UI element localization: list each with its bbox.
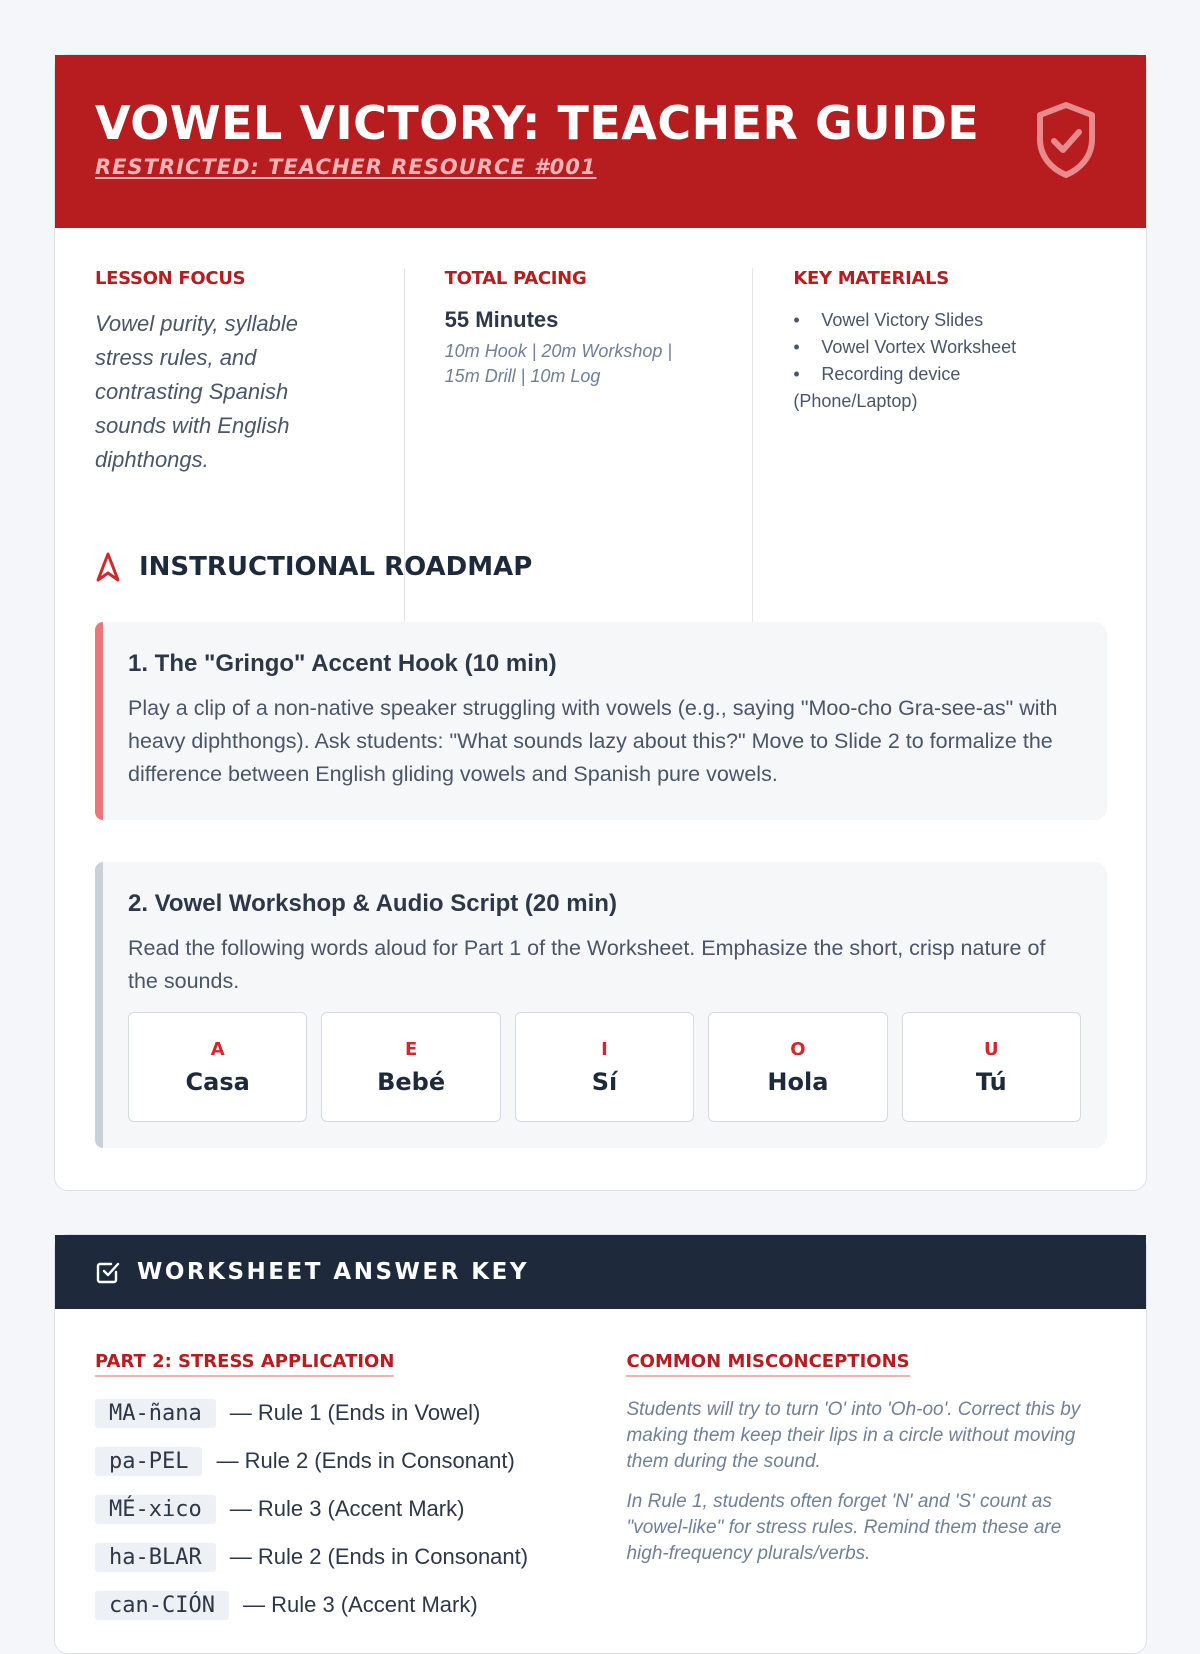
list-item: • Vowel Victory Slides [793, 307, 1106, 334]
vowel-card-a [128, 1012, 307, 1122]
stress-rule: — Rule 2 (Ends in Consonant) [229, 1544, 529, 1569]
stress-application [95, 1351, 626, 1637]
vowel-card-o [708, 1012, 887, 1122]
stress-word: MA-ñana [95, 1399, 216, 1428]
teacher-guide-card [54, 54, 1147, 1191]
list-item [95, 1589, 626, 1621]
guide-header [55, 55, 1146, 228]
roadmap-step-hook [95, 622, 1107, 820]
vowel-word: Sí [591, 1068, 618, 1096]
lesson-meta [55, 228, 1146, 648]
vowel-letter: A [210, 1039, 225, 1060]
misconception-note: Students will try to turn 'O' into 'Oh-oo'. Correct this by making them keep their lips in a circle without moving them during the sound. [626, 1399, 1081, 1472]
navigation-arrow-icon [95, 551, 121, 583]
vowel-card-u [902, 1012, 1081, 1122]
answer-key-header [55, 1235, 1146, 1309]
lesson-focus-heading: LESSON FOCUS [95, 268, 246, 289]
list-item: • Vowel Vortex Worksheet [793, 334, 1106, 361]
checkbox-icon [95, 1259, 121, 1285]
page-title: VOWEL VICTORY: TEACHER GUIDE [95, 96, 980, 150]
step-body: Read the following words aloud for Part 1 of the Worksheet. Emphasize the short, crisp nature of the sounds. [128, 936, 1046, 993]
materials-list [793, 307, 1106, 388]
stress-word: ha-BLAR [95, 1543, 216, 1572]
vowel-word: Tú [975, 1068, 1007, 1096]
stress-rule: — Rule 1 (Ends in Vowel) [229, 1400, 481, 1425]
vowel-letter: U [984, 1039, 999, 1060]
vowel-word: Casa [185, 1068, 250, 1096]
stress-word: pa-PEL [95, 1447, 202, 1476]
vowel-letter: E [404, 1039, 418, 1060]
stress-word: can-CIÓN [95, 1591, 229, 1620]
shield-check-icon [1034, 101, 1098, 179]
key-materials [752, 268, 1106, 648]
vowel-word-grid [128, 1012, 1081, 1122]
stress-rule: — Rule 2 (Ends in Consonant) [216, 1448, 515, 1473]
vowel-card-i [515, 1012, 694, 1122]
stress-rule: — Rule 3 (Accent Mark) [242, 1592, 478, 1617]
step-body: Play a clip of a non-native speaker struggling with vowels (e.g., saying "Moo-cho Gra-see-as" with heavy diphthongs). Ask students: "What sounds lazy about this?" Move to Slide 2 to formalize the difference between English gliding vowels and Spanish pure vowels. [128, 696, 1058, 786]
list-item: • Recording device [793, 361, 1106, 388]
pacing-breakdown: 10m Hook | 20m Workshop | 15m Drill | 10m Log [444, 341, 673, 386]
answer-key-title: WORKSHEET ANSWER KEY [137, 1259, 529, 1285]
vowel-letter: O [790, 1039, 806, 1060]
stress-heading: PART 2: STRESS APPLICATION [95, 1351, 394, 1377]
pacing-total: 55 Minutes [444, 307, 559, 332]
roadmap-step-workshop [95, 862, 1107, 1148]
vowel-card-e [321, 1012, 500, 1122]
answer-key-body [55, 1309, 1146, 1637]
list-item [95, 1541, 626, 1573]
lesson-focus [95, 268, 404, 648]
key-materials-heading: KEY MATERIALS [793, 268, 949, 289]
stress-word: MÉ-xico [95, 1495, 216, 1524]
vowel-word: Hola [767, 1068, 829, 1096]
step-title: 1. The "Gringo" Accent Hook (10 min) [128, 650, 557, 677]
answer-key-card [54, 1234, 1147, 1654]
list-item [95, 1397, 626, 1429]
vowel-word: Bebé [377, 1068, 446, 1096]
misconceptions-heading: COMMON MISCONCEPTIONS [626, 1351, 909, 1377]
common-misconceptions [626, 1351, 1106, 1637]
materials-note: (Phone/Laptop) [793, 391, 918, 411]
roadmap-title: INSTRUCTIONAL ROADMAP [139, 552, 533, 582]
lesson-focus-text: Vowel purity, syllable stress rules, and contrasting Spanish sounds with English diphthongs. [95, 311, 298, 472]
misconception-note: In Rule 1, students often forget 'N' and 'S' count as "vowel-like" for stress rules. Remind them these are high-frequency plurals/verbs. [626, 1491, 1062, 1564]
roadmap-heading [95, 551, 532, 583]
total-pacing-heading: TOTAL PACING [444, 268, 587, 289]
step-title: 2. Vowel Workshop & Audio Script (20 min) [128, 890, 617, 917]
stress-rule: — Rule 3 (Accent Mark) [229, 1496, 465, 1521]
total-pacing [404, 268, 753, 648]
list-item [95, 1445, 626, 1477]
list-item [95, 1493, 626, 1525]
resource-subtitle: RESTRICTED: TEACHER RESOURCE #001 [95, 155, 597, 179]
vowel-letter: I [601, 1039, 608, 1060]
